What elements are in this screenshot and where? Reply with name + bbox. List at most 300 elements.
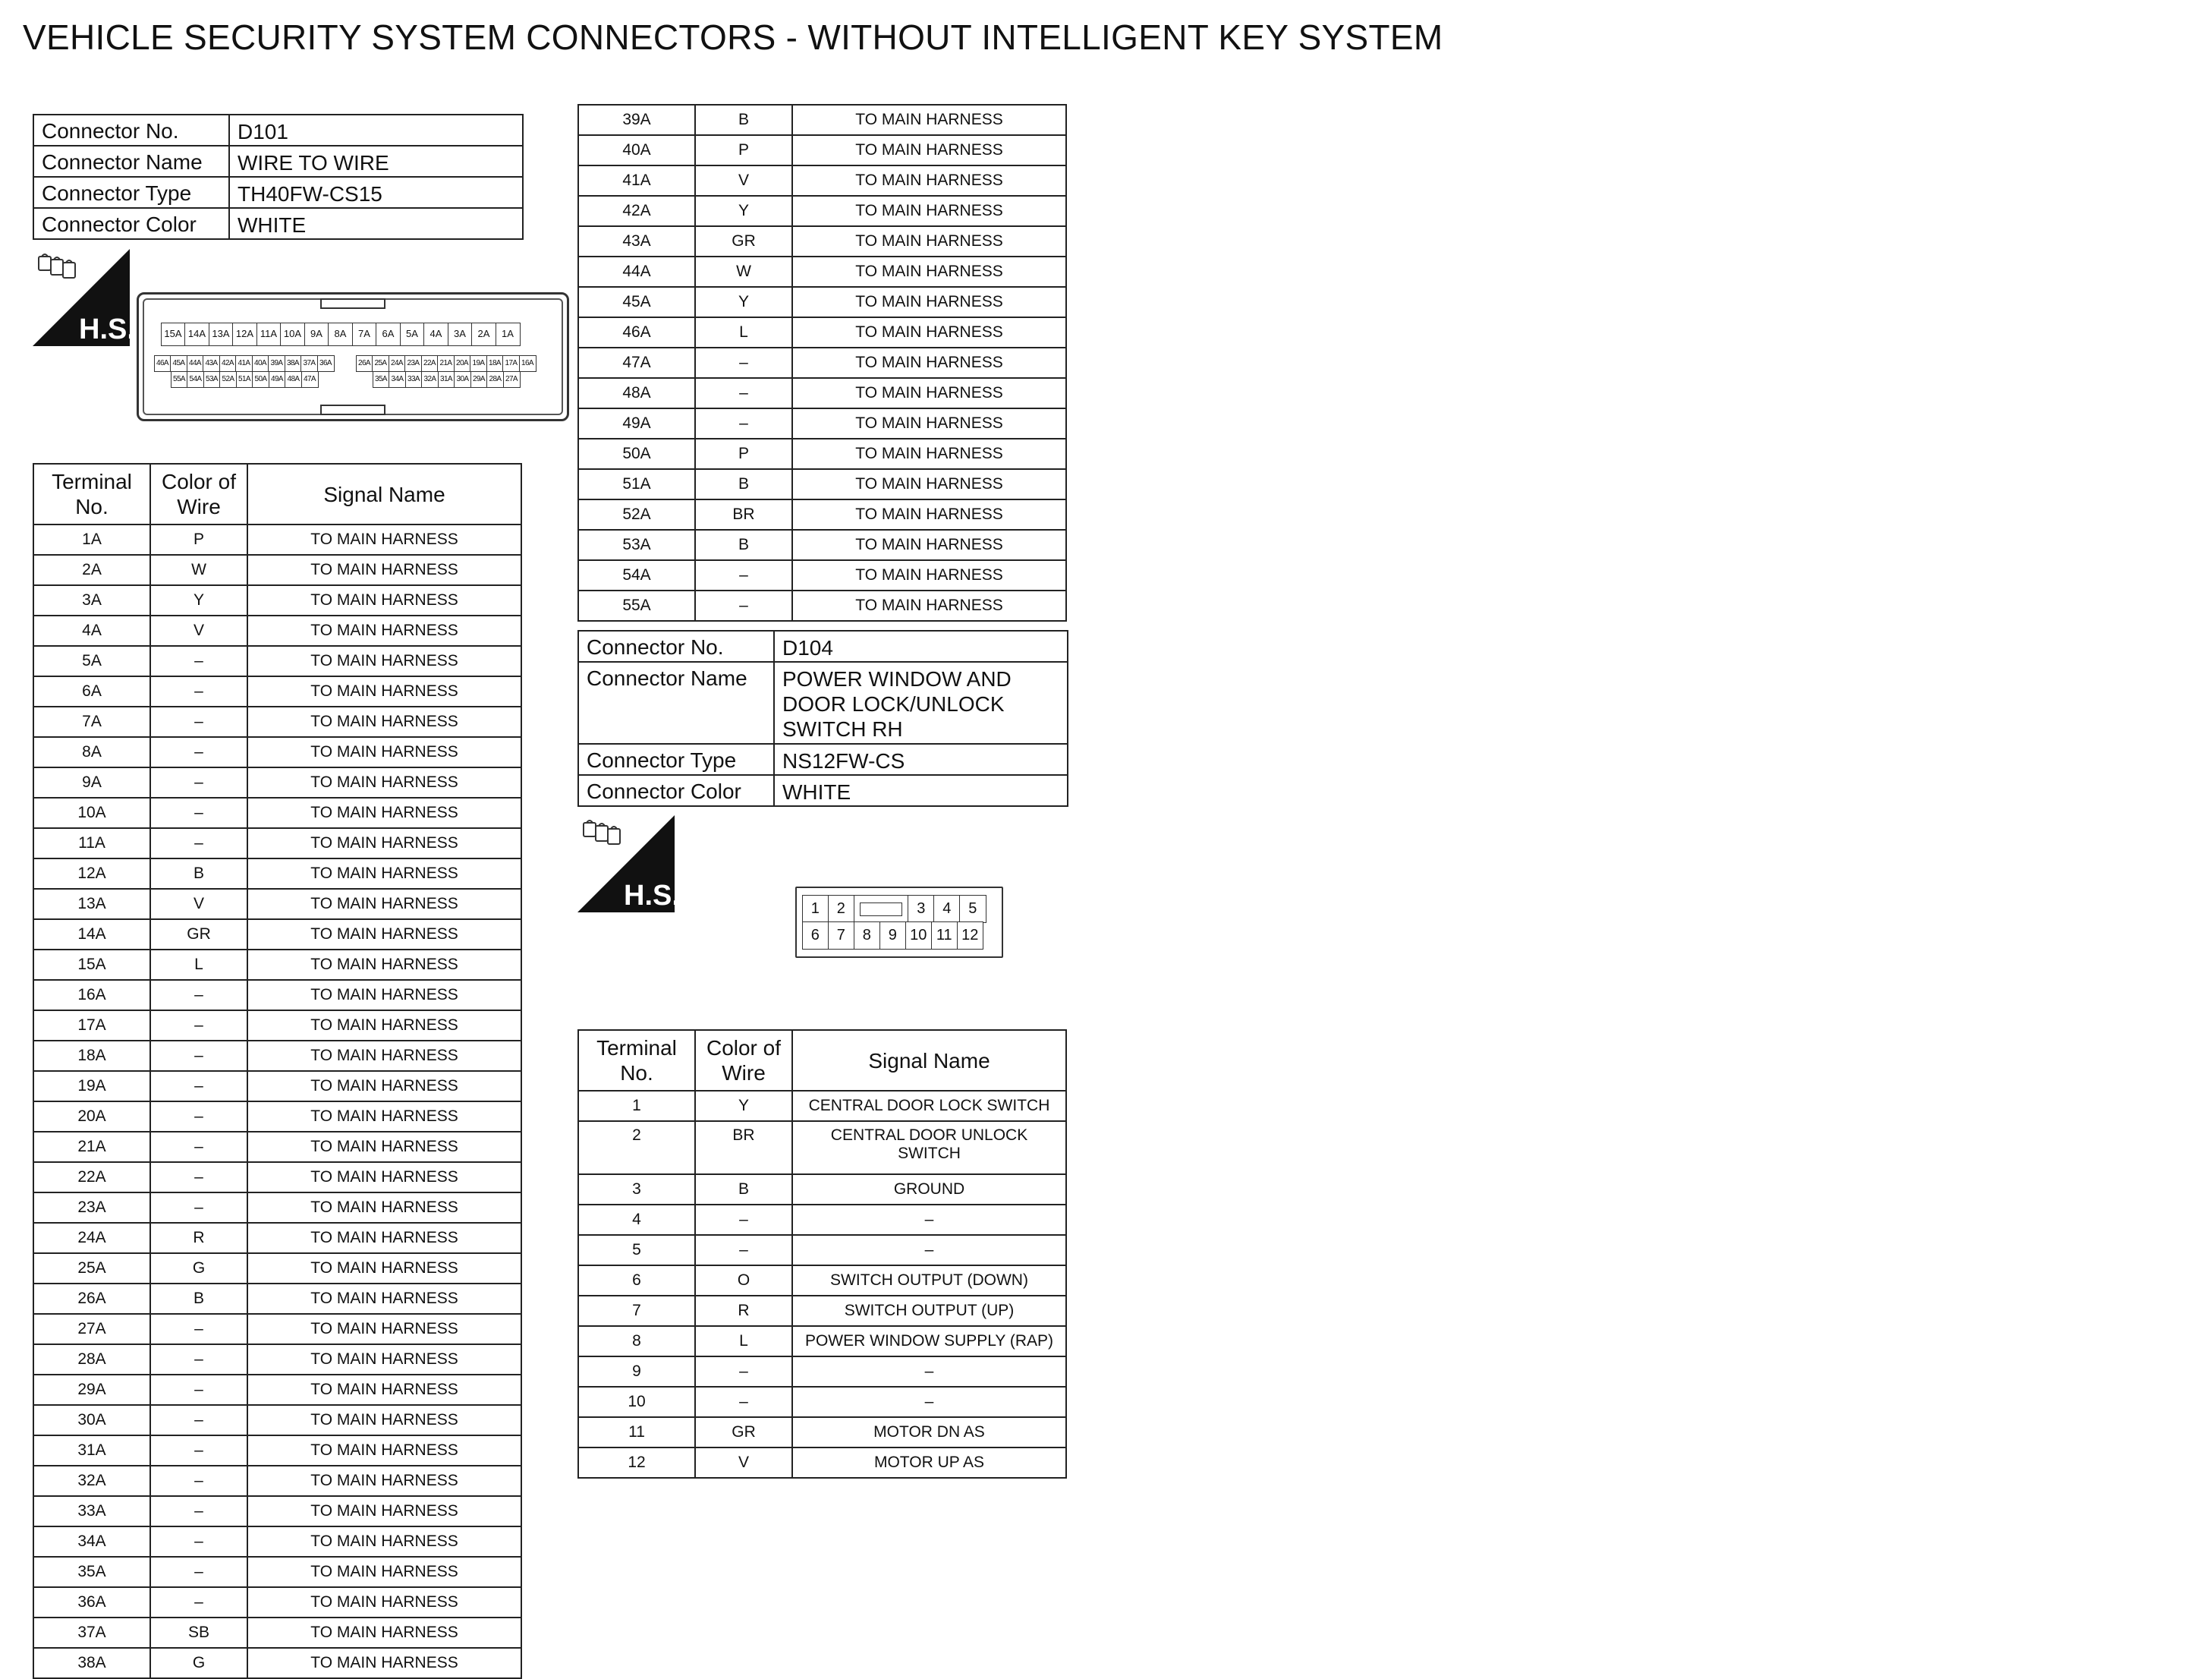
wire-color-cell: G — [150, 1253, 247, 1284]
signal-name-cell: TO MAIN HARNESS — [247, 616, 521, 646]
wire-color-cell: V — [150, 889, 247, 919]
terminal-row — [33, 889, 521, 919]
signal-name-cell: TO MAIN HARNESS — [792, 408, 1066, 439]
key-slot-shape — [860, 903, 902, 916]
signal-name-cell: TO MAIN HARNESS — [247, 1253, 521, 1284]
wire-color-cell: – — [150, 798, 247, 828]
terminal-row — [578, 378, 1066, 408]
terminal-row — [33, 1557, 521, 1587]
terminal-row — [33, 1010, 521, 1041]
terminal-no-cell: 30A — [33, 1405, 150, 1435]
signal-name-cell: TO MAIN HARNESS — [792, 135, 1066, 165]
wire-color-cell: – — [150, 828, 247, 858]
pin: 21A — [437, 355, 455, 372]
terminal-row — [578, 439, 1066, 469]
terminal-no-cell: 52A — [578, 499, 695, 530]
terminal-row — [578, 135, 1066, 165]
terminal-no-cell: 4 — [578, 1205, 695, 1235]
terminal-no-cell: 37A — [33, 1618, 150, 1648]
wire-color-cell: B — [150, 858, 247, 889]
signal-name-cell: TO MAIN HARNESS — [247, 889, 521, 919]
wire-color-cell: – — [150, 646, 247, 676]
terminal-no-cell: 14A — [33, 919, 150, 950]
wire-color-cell: – — [695, 1235, 792, 1265]
pin: 26A — [356, 355, 373, 372]
terminal-no-cell: 54A — [578, 560, 695, 591]
signal-name-cell: TO MAIN HARNESS — [247, 1284, 521, 1314]
terminal-row — [33, 1162, 521, 1192]
terminal-row — [33, 616, 521, 646]
pin: 11A — [256, 323, 282, 346]
signal-name-cell: TO MAIN HARNESS — [247, 1375, 521, 1405]
wire-color-cell: – — [150, 1192, 247, 1223]
signal-name-header: Signal Name — [247, 464, 521, 524]
pin: 1 — [802, 895, 829, 923]
pin: 42A — [219, 355, 237, 372]
signal-name-cell: SWITCH OUTPUT (DOWN) — [792, 1265, 1066, 1296]
terminal-row — [578, 165, 1066, 196]
d101-connector-face-diagram — [137, 292, 569, 421]
wire-color-cell: – — [150, 707, 247, 737]
terminal-row — [578, 591, 1066, 621]
pin: 5A — [400, 323, 425, 346]
terminal-no-cell: 33A — [33, 1496, 150, 1526]
wire-color-cell: – — [695, 378, 792, 408]
signal-name-cell: – — [792, 1387, 1066, 1417]
harness-side-icon — [577, 815, 675, 912]
pin: 25A — [372, 355, 389, 372]
d101-harness-side-badge — [33, 249, 130, 346]
wire-color-cell: GR — [695, 226, 792, 257]
terminal-row — [578, 560, 1066, 591]
wire-color-cell: P — [695, 135, 792, 165]
terminal-no-cell: 12 — [578, 1447, 695, 1478]
wire-color-cell: – — [150, 1375, 247, 1405]
terminal-row — [578, 348, 1066, 378]
pin: 50A — [252, 371, 269, 388]
wire-color-cell: R — [150, 1223, 247, 1253]
d104-harness-side-badge — [577, 815, 675, 912]
pin: 9 — [879, 921, 907, 950]
terminal-row — [578, 1091, 1066, 1121]
connector-info-row — [33, 115, 523, 146]
terminal-no-cell: 5 — [578, 1235, 695, 1265]
d101-terminal-table-continued — [577, 104, 1067, 622]
terminal-row — [578, 408, 1066, 439]
wire-color-cell: SB — [150, 1618, 247, 1648]
signal-name-cell: TO MAIN HARNESS — [792, 287, 1066, 317]
terminal-no-cell: 8A — [33, 737, 150, 767]
pin: 23A — [404, 355, 422, 372]
pin-row-top — [803, 895, 986, 923]
pin: 52A — [219, 371, 237, 388]
terminal-row — [578, 1447, 1066, 1478]
wire-color-cell: BR — [695, 1121, 792, 1174]
connector-info-label: Connector Name — [578, 662, 774, 744]
wire-color-cell: Y — [695, 196, 792, 226]
terminal-row — [578, 1174, 1066, 1205]
signal-name-cell: TO MAIN HARNESS — [247, 1101, 521, 1132]
pin: 44A — [187, 355, 204, 372]
wire-color-cell: – — [150, 1496, 247, 1526]
pin: 4 — [933, 895, 961, 923]
wire-color-cell: V — [695, 1447, 792, 1478]
terminal-row — [578, 1121, 1066, 1174]
wire-color-cell: R — [695, 1296, 792, 1326]
signal-name-cell: TO MAIN HARNESS — [247, 707, 521, 737]
wire-color-cell: – — [150, 1435, 247, 1466]
connector-info-label: Connector Type — [578, 744, 774, 775]
pin: 54A — [187, 371, 204, 388]
terminal-row — [33, 767, 521, 798]
pin: 22A — [421, 355, 439, 372]
terminal-no-cell: 36A — [33, 1587, 150, 1618]
signal-name-cell: TO MAIN HARNESS — [247, 585, 521, 616]
pin: 16A — [519, 355, 536, 372]
terminal-row — [33, 1618, 521, 1648]
connector-info-row — [578, 631, 1068, 662]
signal-name-cell: TO MAIN HARNESS — [792, 226, 1066, 257]
wire-color-cell: – — [150, 737, 247, 767]
pin: 17A — [502, 355, 520, 372]
pin: 12A — [232, 323, 257, 346]
signal-name-cell: TO MAIN HARNESS — [247, 1192, 521, 1223]
signal-name-cell: TO MAIN HARNESS — [247, 1071, 521, 1101]
connector-lock-tab-top — [320, 298, 385, 309]
terminal-row — [578, 1265, 1066, 1296]
pin: 2A — [471, 323, 496, 346]
signal-name-cell: TO MAIN HARNESS — [247, 1405, 521, 1435]
signal-name-cell: TO MAIN HARNESS — [247, 1466, 521, 1496]
wire-color-cell: – — [150, 1010, 247, 1041]
wire-color-cell: – — [150, 676, 247, 707]
terminal-no-cell: 10A — [33, 798, 150, 828]
terminal-row — [33, 950, 521, 980]
terminal-row — [578, 105, 1066, 135]
pin-row-middle-right — [357, 355, 536, 372]
terminal-no-cell: 34A — [33, 1526, 150, 1557]
terminal-row — [578, 1205, 1066, 1235]
wire-color-cell: BR — [695, 499, 792, 530]
wire-color-cell: GR — [695, 1417, 792, 1447]
wire-color-cell: P — [150, 524, 247, 555]
terminal-no-cell: 44A — [578, 257, 695, 287]
pin-row-bottom — [803, 921, 983, 950]
terminal-row — [33, 1132, 521, 1162]
wire-color-cell: – — [150, 1405, 247, 1435]
terminal-row — [33, 1587, 521, 1618]
d104-connector-info-table — [577, 630, 1068, 807]
terminal-row — [33, 1496, 521, 1526]
wire-color-cell: L — [695, 1326, 792, 1356]
terminal-row — [33, 707, 521, 737]
signal-name-cell: TO MAIN HARNESS — [247, 1618, 521, 1648]
terminal-row — [33, 1405, 521, 1435]
signal-name-cell: TO MAIN HARNESS — [247, 1314, 521, 1344]
signal-name-cell: TO MAIN HARNESS — [247, 950, 521, 980]
d101-connector-info-table — [33, 114, 524, 240]
signal-name-cell: TO MAIN HARNESS — [792, 196, 1066, 226]
terminal-row — [33, 1071, 521, 1101]
connector-info-value: POWER WINDOW AND DOOR LOCK/UNLOCK SWITCH RH — [774, 662, 1068, 744]
pin: 38A — [285, 355, 302, 372]
wire-color-cell: – — [150, 1071, 247, 1101]
signal-name-cell: TO MAIN HARNESS — [792, 105, 1066, 135]
signal-name-cell: TO MAIN HARNESS — [792, 348, 1066, 378]
terminal-row — [33, 1375, 521, 1405]
signal-name-cell: TO MAIN HARNESS — [792, 257, 1066, 287]
signal-name-cell: TO MAIN HARNESS — [247, 1648, 521, 1678]
signal-name-cell: TO MAIN HARNESS — [792, 560, 1066, 591]
wire-color-cell: – — [150, 1526, 247, 1557]
terminal-row — [33, 1284, 521, 1314]
wire-color-cell: Y — [695, 1091, 792, 1121]
d101-terminal-table — [33, 463, 522, 1679]
terminal-no-cell: 55A — [578, 591, 695, 621]
signal-name-cell: TO MAIN HARNESS — [792, 317, 1066, 348]
wire-color-cell: – — [150, 1041, 247, 1071]
pin: 7A — [352, 323, 377, 346]
pin: 29A — [470, 371, 488, 388]
terminal-no-cell: 18A — [33, 1041, 150, 1071]
connector-info-value: WIRE TO WIRE — [229, 146, 523, 177]
terminal-row — [578, 1326, 1066, 1356]
pin: 36A — [317, 355, 335, 372]
wire-color-cell: – — [150, 980, 247, 1010]
terminal-no-cell: 7A — [33, 707, 150, 737]
terminal-no-cell: 5A — [33, 646, 150, 676]
pin: 6A — [376, 323, 401, 346]
page-title: VEHICLE SECURITY SYSTEM CONNECTORS - WITHOUT INTELLIGENT KEY SYSTEM — [23, 17, 1443, 57]
wire-color-cell: – — [150, 1162, 247, 1192]
wire-color-cell: L — [150, 950, 247, 980]
signal-name-cell: MOTOR UP AS — [792, 1447, 1066, 1478]
connector-info-row — [578, 744, 1068, 775]
signal-name-cell: TO MAIN HARNESS — [247, 1344, 521, 1375]
wire-color-cell: – — [150, 1132, 247, 1162]
pin: 8A — [328, 323, 353, 346]
signal-name-cell: CENTRAL DOOR UNLOCK SWITCH — [792, 1121, 1066, 1174]
terminal-no-header: Terminal No. — [33, 464, 150, 524]
wire-color-cell: – — [695, 1205, 792, 1235]
harness-side-label: H.S. — [79, 313, 130, 345]
signal-name-cell: TO MAIN HARNESS — [247, 676, 521, 707]
terminal-no-cell: 2 — [578, 1121, 695, 1174]
pin: 48A — [285, 371, 302, 388]
wire-color-cell: – — [150, 1344, 247, 1375]
terminal-row — [33, 980, 521, 1010]
d104-connector-face-diagram — [795, 887, 1003, 958]
terminal-row — [578, 1356, 1066, 1387]
terminal-no-cell: 17A — [33, 1010, 150, 1041]
terminal-row — [578, 1235, 1066, 1265]
terminal-no-cell: 50A — [578, 439, 695, 469]
pin: 12 — [957, 921, 984, 950]
signal-name-cell: TO MAIN HARNESS — [792, 378, 1066, 408]
terminal-no-cell: 15A — [33, 950, 150, 980]
pin: 37A — [300, 355, 318, 372]
pin: 11 — [931, 921, 958, 950]
signal-name-cell: TO MAIN HARNESS — [247, 980, 521, 1010]
pin: 40A — [252, 355, 269, 372]
pin: 41A — [235, 355, 253, 372]
signal-name-cell: TO MAIN HARNESS — [247, 767, 521, 798]
terminal-no-cell: 22A — [33, 1162, 150, 1192]
signal-name-cell: TO MAIN HARNESS — [247, 1496, 521, 1526]
terminal-no-cell: 11 — [578, 1417, 695, 1447]
terminal-no-cell: 1A — [33, 524, 150, 555]
terminal-no-cell: 38A — [33, 1648, 150, 1678]
pin: 7 — [828, 921, 855, 950]
connector-info-row — [578, 775, 1068, 806]
terminal-no-cell: 40A — [578, 135, 695, 165]
terminal-no-cell: 8 — [578, 1326, 695, 1356]
signal-name-cell: TO MAIN HARNESS — [247, 1010, 521, 1041]
terminal-row — [33, 1466, 521, 1496]
d104-terminal-table — [577, 1029, 1067, 1479]
signal-name-cell: TO MAIN HARNESS — [247, 1526, 521, 1557]
connector-info-label: Connector No. — [33, 115, 229, 146]
wire-color-cell: – — [695, 1387, 792, 1417]
pin-row-top — [162, 323, 521, 346]
wire-color-cell: – — [695, 560, 792, 591]
signal-name-cell: TO MAIN HARNESS — [247, 1435, 521, 1466]
signal-name-cell: TO MAIN HARNESS — [792, 530, 1066, 560]
wire-color-cell: – — [150, 1557, 247, 1587]
pin-row-bottom-right — [373, 371, 521, 388]
signal-name-header: Signal Name — [792, 1030, 1066, 1091]
terminal-no-cell: 41A — [578, 165, 695, 196]
wire-color-cell: B — [695, 105, 792, 135]
connector-info-row — [33, 177, 523, 208]
terminal-row — [33, 585, 521, 616]
signal-name-cell: TO MAIN HARNESS — [247, 858, 521, 889]
terminal-row — [578, 317, 1066, 348]
terminal-row — [33, 858, 521, 889]
pin: 5 — [959, 895, 986, 923]
terminal-row — [33, 676, 521, 707]
signal-name-cell: TO MAIN HARNESS — [247, 737, 521, 767]
terminal-row — [578, 1417, 1066, 1447]
connector-info-label: Connector Color — [33, 208, 229, 239]
terminal-row — [33, 1344, 521, 1375]
terminal-no-cell: 29A — [33, 1375, 150, 1405]
signal-name-cell: TO MAIN HARNESS — [247, 1041, 521, 1071]
signal-name-cell: – — [792, 1356, 1066, 1387]
terminal-no-cell: 13A — [33, 889, 150, 919]
terminal-row — [33, 646, 521, 676]
pin: 33A — [405, 371, 423, 388]
connector-info-value: NS12FW-CS — [774, 744, 1068, 775]
terminal-row — [33, 919, 521, 950]
terminal-no-cell: 31A — [33, 1435, 150, 1466]
terminal-row — [33, 1526, 521, 1557]
pin: 27A — [503, 371, 521, 388]
terminal-row — [33, 1223, 521, 1253]
wire-color-cell: B — [150, 1284, 247, 1314]
signal-name-cell: – — [792, 1205, 1066, 1235]
wire-color-cell: B — [695, 530, 792, 560]
signal-name-cell: MOTOR DN AS — [792, 1417, 1066, 1447]
connector-info-value: TH40FW-CS15 — [229, 177, 523, 208]
signal-name-cell: SWITCH OUTPUT (UP) — [792, 1296, 1066, 1326]
wire-color-cell: B — [695, 1174, 792, 1205]
pin: 46A — [154, 355, 171, 372]
terminal-no-cell: 9 — [578, 1356, 695, 1387]
key-slot — [854, 895, 909, 923]
pin: 8 — [854, 921, 881, 950]
terminal-no-cell: 2A — [33, 555, 150, 585]
terminal-row — [33, 798, 521, 828]
terminal-row — [578, 469, 1066, 499]
wire-color-cell: W — [150, 555, 247, 585]
terminal-no-cell: 7 — [578, 1296, 695, 1326]
connector-info-row — [33, 208, 523, 239]
terminal-row — [578, 196, 1066, 226]
terminal-row — [33, 1041, 521, 1071]
signal-name-cell: TO MAIN HARNESS — [792, 469, 1066, 499]
wire-color-cell: V — [695, 165, 792, 196]
terminal-no-cell: 9A — [33, 767, 150, 798]
connector-info-label: Connector Type — [33, 177, 229, 208]
pin: 39A — [268, 355, 285, 372]
terminal-row — [578, 226, 1066, 257]
signal-name-cell: TO MAIN HARNESS — [792, 165, 1066, 196]
terminal-no-cell: 48A — [578, 378, 695, 408]
signal-name-cell: TO MAIN HARNESS — [247, 828, 521, 858]
wire-color-cell: – — [695, 348, 792, 378]
terminal-row — [33, 737, 521, 767]
wire-color-cell: – — [695, 591, 792, 621]
pin: 9A — [304, 323, 329, 346]
wire-color-cell: – — [150, 1314, 247, 1344]
signal-name-cell: TO MAIN HARNESS — [247, 798, 521, 828]
terminal-no-cell: 39A — [578, 105, 695, 135]
terminal-row — [33, 1314, 521, 1344]
terminal-row — [578, 287, 1066, 317]
signal-name-cell: TO MAIN HARNESS — [792, 499, 1066, 530]
terminal-row — [578, 1387, 1066, 1417]
wire-color-cell: – — [150, 1466, 247, 1496]
wire-color-cell: – — [695, 1356, 792, 1387]
pin: 10 — [905, 921, 933, 950]
terminal-no-cell: 20A — [33, 1101, 150, 1132]
pin: 30A — [454, 371, 471, 388]
terminal-no-cell: 53A — [578, 530, 695, 560]
signal-name-cell: CENTRAL DOOR LOCK SWITCH — [792, 1091, 1066, 1121]
terminal-row — [33, 1648, 521, 1678]
terminal-no-cell: 28A — [33, 1344, 150, 1375]
terminal-no-cell: 43A — [578, 226, 695, 257]
pin: 28A — [486, 371, 504, 388]
terminal-no-cell: 12A — [33, 858, 150, 889]
terminal-no-cell: 42A — [578, 196, 695, 226]
pin: 10A — [280, 323, 305, 346]
pin: 35A — [373, 371, 390, 388]
connector-info-label: Connector No. — [578, 631, 774, 662]
terminal-no-cell: 49A — [578, 408, 695, 439]
terminal-row — [33, 524, 521, 555]
terminal-no-cell: 3 — [578, 1174, 695, 1205]
pin: 20A — [454, 355, 471, 372]
wire-color-cell: O — [695, 1265, 792, 1296]
terminal-no-cell: 46A — [578, 317, 695, 348]
connector-info-label: Connector Color — [578, 775, 774, 806]
pin: 3A — [448, 323, 473, 346]
connector-info-row — [578, 662, 1068, 744]
signal-name-cell: TO MAIN HARNESS — [247, 1587, 521, 1618]
terminal-no-header: Terminal No. — [578, 1030, 695, 1091]
